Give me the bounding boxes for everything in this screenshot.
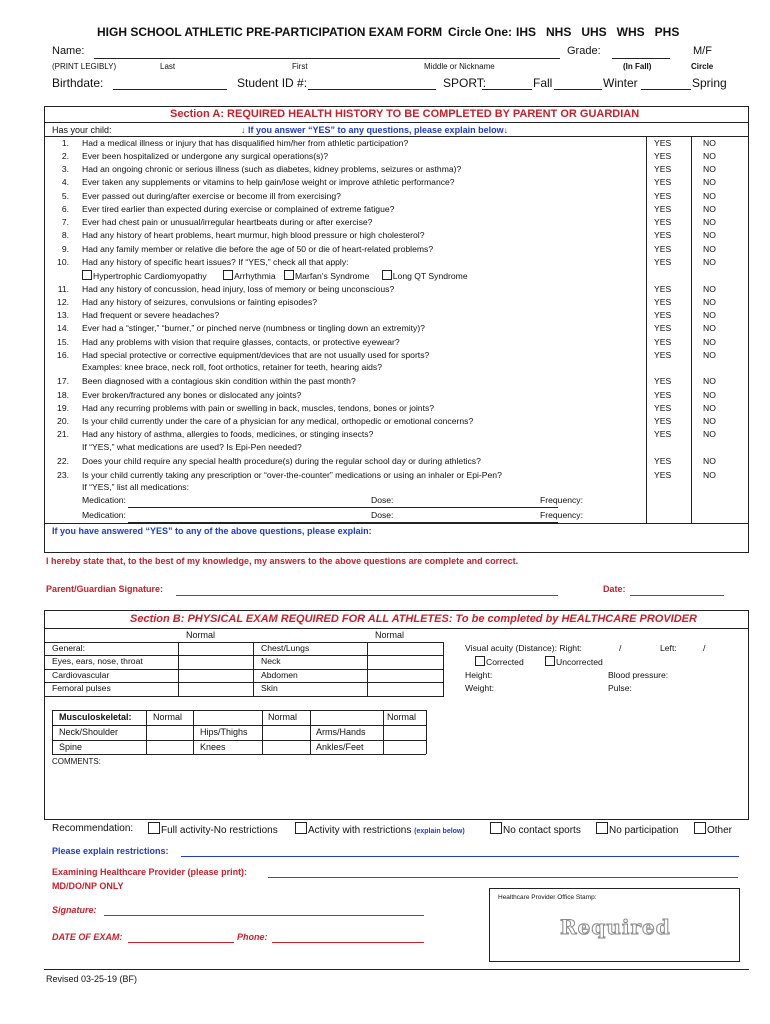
no-option[interactable]: NO bbox=[703, 177, 716, 187]
health-question-row bbox=[45, 455, 748, 468]
first-name-caption: First bbox=[292, 62, 308, 71]
no-option[interactable]: NO bbox=[703, 390, 716, 400]
sport-label: SPORT: bbox=[443, 76, 487, 90]
dose-label: Dose: bbox=[371, 495, 394, 505]
medication-label: Medication: bbox=[82, 495, 126, 505]
provider-signature-label: Signature: bbox=[52, 905, 97, 915]
yes-option[interactable]: YES bbox=[654, 230, 672, 240]
yes-option[interactable]: YES bbox=[654, 323, 672, 333]
recommendation-label: Recommendation: bbox=[52, 823, 134, 834]
name-label: Name: bbox=[52, 45, 85, 57]
health-question-row bbox=[45, 375, 748, 388]
exam-item-abdomen: Abdomen bbox=[261, 670, 298, 680]
msk-grid-line bbox=[52, 710, 426, 711]
health-question-row bbox=[45, 469, 748, 482]
height-label: Height: bbox=[465, 670, 493, 680]
revised-note: Revised 03-25-19 (BF) bbox=[46, 974, 138, 984]
question-number: 2. bbox=[61, 151, 69, 161]
question-text: Ever taken any supplements or vitamins to help gain/lose weight or improve athletic performance? bbox=[82, 177, 455, 187]
question-number: 4. bbox=[61, 177, 69, 187]
question-text: Ever passed out during/after exercise or become ill from exercising? bbox=[82, 191, 341, 201]
exam-item-neck: Neck bbox=[261, 656, 281, 666]
grade-field[interactable] bbox=[612, 58, 670, 59]
health-question-row bbox=[45, 349, 748, 362]
checkbox-icon[interactable] bbox=[382, 270, 392, 280]
footer-divider bbox=[44, 969, 749, 970]
no-option[interactable]: NO bbox=[703, 376, 716, 386]
fall-label: Fall bbox=[533, 76, 553, 90]
acuity-slash-left: / bbox=[703, 643, 706, 653]
health-question-row bbox=[45, 150, 748, 163]
corrected-option[interactable]: Corrected bbox=[475, 656, 524, 667]
health-question-row bbox=[45, 229, 748, 242]
no-option[interactable]: NO bbox=[703, 337, 716, 347]
pulse-label: Pulse: bbox=[608, 683, 632, 693]
checkbox-icon[interactable] bbox=[148, 822, 160, 834]
yes-option[interactable]: YES bbox=[654, 310, 672, 320]
question-text: Had any problems with vision that require glasses, contacts, or protective eyewear? bbox=[82, 337, 400, 347]
health-question-row bbox=[45, 428, 748, 441]
grid-line bbox=[44, 696, 444, 697]
question-text: Had any history of seizures, convulsions or fainting episodes? bbox=[82, 297, 318, 307]
checkbox-icon[interactable] bbox=[490, 822, 502, 834]
normal-header-2: Normal bbox=[375, 630, 405, 640]
student-id-field[interactable] bbox=[308, 89, 436, 90]
question-number: 1. bbox=[61, 138, 69, 148]
no-option[interactable]: NO bbox=[703, 416, 716, 426]
explain-restrictions-field[interactable] bbox=[181, 856, 739, 857]
checkbox-icon[interactable] bbox=[82, 270, 92, 280]
medication-label: Medication: bbox=[82, 510, 126, 520]
section-a-instruction: ↓ If you answer “YES” to any questions, please explain below↓ bbox=[241, 125, 509, 135]
msk-grid-line bbox=[146, 710, 147, 754]
question-text: Had any history of asthma, allergies to foods, medicines, or stinging insects? bbox=[82, 429, 374, 439]
question-text: Ever had a “stinger,” “burner,” or pinched nerve (numbness or tingling down an extremity)? bbox=[82, 323, 425, 333]
no-option[interactable]: NO bbox=[703, 164, 716, 174]
yes-option[interactable]: YES bbox=[654, 297, 672, 307]
circle-one-label: Circle One: bbox=[448, 25, 513, 39]
question-text: Had any history of specific heart issues? If “YES,” check all that apply: bbox=[82, 257, 349, 267]
question-number: 11. bbox=[57, 284, 69, 294]
yes-option[interactable]: YES bbox=[654, 151, 672, 161]
question-number: 20. bbox=[57, 416, 69, 426]
comments-label: COMMENTS: bbox=[52, 757, 101, 766]
health-question-row bbox=[45, 415, 748, 428]
msk-grid-line bbox=[426, 710, 427, 754]
checkbox-icon[interactable] bbox=[475, 656, 485, 666]
health-question-row bbox=[45, 309, 748, 322]
birthdate-label: Birthdate: bbox=[52, 76, 104, 90]
no-option[interactable]: NO bbox=[703, 230, 716, 240]
in-fall-caption: (In Fall) bbox=[623, 62, 652, 71]
health-question-row bbox=[45, 389, 748, 402]
section-b-title: Section B: PHYSICAL EXAM REQUIRED FOR ALL ATHLETES: To be completed by HEALTHCARE PROVIDER bbox=[130, 613, 697, 625]
msk-grid-line bbox=[310, 710, 311, 754]
medication-field-1[interactable] bbox=[128, 507, 558, 508]
last-name-caption: Last bbox=[160, 62, 176, 71]
question-text: Had special protective or corrective equipment/devices that are not usually used for sports? bbox=[82, 350, 430, 360]
question-number: 23. bbox=[57, 470, 69, 480]
health-question-row bbox=[45, 283, 748, 296]
question-number: 14. bbox=[57, 323, 69, 333]
spring-sport-field[interactable] bbox=[641, 89, 691, 90]
musculoskeletal-label: Musculoskeletal: bbox=[59, 712, 132, 722]
question-text: Had frequent or severe headaches? bbox=[82, 310, 220, 320]
no-option[interactable]: NO bbox=[703, 151, 716, 161]
acuity-slash-right: / bbox=[619, 643, 622, 653]
yes-option[interactable]: YES bbox=[654, 390, 672, 400]
yes-option[interactable]: YES bbox=[654, 376, 672, 386]
question-text: Ever tired earlier than expected during exercise or complained of extreme fatigue? bbox=[82, 204, 395, 214]
visual-acuity-label: Visual acuity (Distance): Right: bbox=[465, 643, 582, 653]
yes-option[interactable]: YES bbox=[654, 403, 672, 413]
uncorrected-option[interactable]: Uncorrected bbox=[545, 656, 603, 667]
question-text: Ever had chest pain or unusual/irregular heartbeats during or after exercise? bbox=[82, 217, 373, 227]
msk-grid-line bbox=[52, 740, 426, 741]
no-option[interactable]: NO bbox=[703, 257, 716, 267]
frequency-label: Frequency: bbox=[540, 495, 583, 505]
health-question-row bbox=[45, 190, 748, 203]
fall-sport-field[interactable] bbox=[482, 89, 532, 90]
exam-date-field[interactable] bbox=[128, 942, 234, 943]
winter-label: Winter bbox=[603, 76, 638, 90]
no-contact-option[interactable]: No contact sports bbox=[490, 822, 581, 836]
grade-label: Grade: bbox=[567, 45, 601, 57]
msk-neck-shoulder: Neck/Shoulder bbox=[59, 727, 119, 737]
winter-sport-field[interactable] bbox=[554, 89, 602, 90]
phone-label: Phone: bbox=[237, 932, 268, 942]
dose-label: Dose: bbox=[371, 510, 394, 520]
required-stamp: Required bbox=[560, 915, 671, 939]
parent-signature-field[interactable] bbox=[176, 595, 558, 596]
yes-option[interactable]: YES bbox=[654, 244, 672, 254]
yes-option[interactable]: YES bbox=[654, 284, 672, 294]
middle-name-caption: Middle or Nickname bbox=[424, 62, 495, 71]
checkbox-icon[interactable] bbox=[545, 656, 555, 666]
question-number: 9. bbox=[61, 244, 69, 254]
section-a-header-divider bbox=[44, 122, 749, 123]
question-number: 3. bbox=[61, 164, 69, 174]
full-activity-option[interactable]: Full activity-No restrictions bbox=[148, 822, 278, 836]
phone-field[interactable] bbox=[272, 942, 424, 943]
question-text: Had any recurring problems with pain or swelling in back, muscles, tendons, bones or joints? bbox=[82, 403, 435, 413]
heart-issue-options bbox=[82, 270, 468, 281]
health-question-row bbox=[45, 296, 748, 309]
provider-signature-field[interactable] bbox=[104, 915, 424, 916]
yes-option[interactable]: YES bbox=[654, 416, 672, 426]
explain-restrictions-label: Please explain restrictions: bbox=[52, 846, 169, 856]
heart-issue-option[interactable]: Hypertrophic Cardiomyopathy bbox=[82, 271, 207, 281]
exam-item-skin: Skin bbox=[261, 683, 278, 693]
question-number: 15. bbox=[57, 337, 69, 347]
no-option[interactable]: NO bbox=[703, 204, 716, 214]
epi-pen-question: If “YES,” what medications are used? Is Epi-Pen needed? bbox=[82, 442, 302, 452]
section-b-header-divider bbox=[44, 628, 749, 629]
question-text: Does your child require any special health procedure(s) during the regular school day or during athletics? bbox=[82, 456, 481, 466]
yes-option[interactable]: YES bbox=[654, 470, 672, 480]
question-number: 17. bbox=[57, 376, 69, 386]
spring-label: Spring bbox=[692, 76, 727, 90]
no-option[interactable]: NO bbox=[703, 403, 716, 413]
checkbox-icon[interactable] bbox=[694, 822, 706, 834]
question-text: Ever broken/fractured any bones or dislocated any joints? bbox=[82, 390, 302, 400]
acuity-left-label: Left: bbox=[660, 643, 677, 653]
question-number: 19. bbox=[57, 403, 69, 413]
health-question-row bbox=[45, 402, 748, 415]
question-number: 6. bbox=[61, 204, 69, 214]
health-question-row bbox=[45, 137, 748, 150]
msk-grid-line bbox=[52, 725, 426, 726]
print-legibly-note: (PRINT LEGIBLY) bbox=[52, 62, 117, 71]
msk-hips-thighs: Hips/Thighs bbox=[200, 727, 248, 737]
msk-arms-hands: Arms/Hands bbox=[316, 727, 366, 737]
yes-option[interactable]: YES bbox=[654, 217, 672, 227]
school-options[interactable]: IHS NHS UHS WHS PHS bbox=[516, 25, 680, 39]
msk-grid-line bbox=[193, 710, 194, 754]
yes-option[interactable]: YES bbox=[654, 191, 672, 201]
parent-statement: I hereby state that, to the best of my knowledge, my answers to the above questions are complete and correct. bbox=[46, 556, 519, 566]
exam-item-eent: Eyes, ears, nose, throat bbox=[52, 656, 143, 666]
msk-grid-line bbox=[383, 710, 384, 754]
msk-normal-1: Normal bbox=[153, 712, 183, 722]
list-medications-label: If “YES,” list all medications: bbox=[82, 482, 189, 492]
exam-item-general: General: bbox=[52, 643, 85, 653]
health-question-row bbox=[45, 203, 748, 216]
comments-field[interactable] bbox=[52, 768, 742, 816]
msk-normal-2: Normal bbox=[268, 712, 298, 722]
question-text: Had any history of heart problems, heart murmur, high blood pressure or high cholesterol? bbox=[82, 230, 425, 240]
exam-item-chest-lungs: Chest/Lungs bbox=[261, 643, 310, 653]
heart-issue-option[interactable]: Arrhythmia bbox=[223, 271, 276, 281]
msk-spine: Spine bbox=[59, 742, 83, 752]
heart-issue-option[interactable]: Marfan’s Syndrome bbox=[284, 271, 369, 281]
no-option[interactable]: NO bbox=[703, 429, 716, 439]
birthdate-field[interactable] bbox=[113, 89, 227, 90]
question-number: 7. bbox=[61, 217, 69, 227]
question-number: 8. bbox=[61, 230, 69, 240]
question-text: Had an ongoing chronic or serious illness (such as diabetes, kidney problems, seizures or asthma)? bbox=[82, 164, 462, 174]
yes-option[interactable]: YES bbox=[654, 456, 672, 466]
circle-caption: Circle bbox=[691, 62, 714, 71]
health-question-row bbox=[45, 216, 748, 229]
equipment-examples: Examples: knee brace, neck roll, foot orthotics, retainer for teeth, hearing aids? bbox=[82, 362, 382, 372]
parent-date-field[interactable] bbox=[630, 595, 724, 596]
no-option[interactable]: NO bbox=[703, 284, 716, 294]
question-number: 5. bbox=[61, 191, 69, 201]
health-question-row bbox=[45, 336, 748, 349]
question-text: Is your child currently taking any prescription or “over-the-counter” medications or using an inhaler or Epi-Pen? bbox=[82, 470, 502, 480]
has-your-child-label: Has your child: bbox=[52, 125, 112, 135]
no-option[interactable]: NO bbox=[703, 350, 716, 360]
weight-label: Weight: bbox=[465, 683, 494, 693]
question-number: 13. bbox=[57, 310, 69, 320]
msk-grid-line bbox=[262, 710, 263, 754]
normal-header-1: Normal bbox=[186, 630, 216, 640]
msk-grid-line bbox=[52, 710, 53, 754]
no-option[interactable]: NO bbox=[703, 297, 716, 307]
question-text: Had a medical illness or injury that has disqualified him/her from athletic participation? bbox=[82, 138, 409, 148]
yes-option[interactable]: YES bbox=[654, 177, 672, 187]
yes-option[interactable]: YES bbox=[654, 164, 672, 174]
question-number: 21. bbox=[57, 429, 69, 439]
blood-pressure-label: Blood pressure: bbox=[608, 670, 669, 680]
no-option[interactable]: NO bbox=[703, 191, 716, 201]
office-stamp-label: Healthcare Provider Office Stamp: bbox=[498, 894, 597, 901]
health-question-row bbox=[45, 256, 748, 269]
question-number: 18. bbox=[57, 390, 69, 400]
health-question-row bbox=[45, 163, 748, 176]
exam-item-cardiovascular: Cardiovascular bbox=[52, 670, 110, 680]
questions-bottom-line bbox=[44, 523, 749, 524]
health-question-row bbox=[45, 243, 748, 256]
md-do-np-label: MD/DO/NP ONLY bbox=[52, 881, 124, 891]
question-text: Had any family member or relative die before the age of 50 or die of heart-related problems? bbox=[82, 244, 434, 254]
form-title: HIGH SCHOOL ATHLETIC PRE-PARTICIPATION EXAM FORM bbox=[97, 25, 443, 39]
msk-grid-line bbox=[52, 754, 426, 755]
exam-item-femoral-pulses: Femoral pulses bbox=[52, 683, 111, 693]
no-participation-option[interactable]: No participation bbox=[596, 822, 678, 836]
no-option[interactable]: NO bbox=[703, 323, 716, 333]
question-number: 10. bbox=[57, 257, 69, 267]
checkbox-icon[interactable] bbox=[284, 270, 294, 280]
no-option[interactable]: NO bbox=[703, 244, 716, 254]
yes-option[interactable]: YES bbox=[654, 257, 672, 267]
other-option[interactable]: Other bbox=[694, 822, 732, 836]
question-text: Is your child currently under the care of a physician for any medical, orthopedic or emotional concerns? bbox=[82, 416, 474, 426]
health-question-row bbox=[45, 176, 748, 189]
msk-ankles-feet: Ankles/Feet bbox=[316, 742, 364, 752]
no-option[interactable]: NO bbox=[703, 470, 716, 480]
question-number: 22. bbox=[57, 456, 69, 466]
heart-issue-option[interactable]: Long QT Syndrome bbox=[382, 271, 468, 281]
msk-normal-3: Normal bbox=[387, 712, 417, 722]
no-option[interactable]: NO bbox=[703, 456, 716, 466]
yes-option[interactable]: YES bbox=[654, 138, 672, 148]
question-text: Been diagnosed with a contagious skin condition within the past month? bbox=[82, 376, 356, 386]
name-field[interactable] bbox=[94, 58, 560, 59]
question-number: 16. bbox=[57, 350, 69, 360]
examining-provider-field[interactable] bbox=[268, 877, 738, 878]
msk-knees: Knees bbox=[200, 742, 226, 752]
exam-date-label: DATE OF EXAM: bbox=[52, 932, 123, 942]
no-option[interactable]: NO bbox=[703, 138, 716, 148]
question-number: 12. bbox=[57, 297, 69, 307]
explain-field[interactable] bbox=[52, 538, 742, 551]
checkbox-icon[interactable] bbox=[596, 822, 608, 834]
yes-option[interactable]: YES bbox=[654, 350, 672, 360]
checkbox-icon[interactable] bbox=[295, 822, 307, 834]
checkbox-icon[interactable] bbox=[223, 270, 233, 280]
examining-provider-label: Examining Healthcare Provider (please print): bbox=[52, 867, 248, 877]
parent-signature-label: Parent/Guardian Signature: bbox=[46, 584, 164, 594]
grid-line bbox=[44, 642, 444, 643]
yes-option[interactable]: YES bbox=[654, 429, 672, 439]
gender-label[interactable]: M/F bbox=[693, 45, 712, 57]
question-text: Ever been hospitalized or undergone any surgical operations(s)? bbox=[82, 151, 329, 161]
student-id-label: Student ID #: bbox=[237, 76, 308, 90]
frequency-label: Frequency: bbox=[540, 510, 583, 520]
question-text: Had any history of concussion, head injury, loss of memory or being unconscious? bbox=[82, 284, 395, 294]
health-question-row bbox=[45, 322, 748, 335]
restrictions-option[interactable]: Activity with restrictions (explain below) bbox=[295, 822, 465, 836]
parent-date-label: Date: bbox=[603, 584, 626, 594]
no-option[interactable]: NO bbox=[703, 310, 716, 320]
yes-option[interactable]: YES bbox=[654, 337, 672, 347]
explain-label: If you have answered “YES” to any of the above questions, please explain: bbox=[52, 526, 372, 536]
section-a-title: Section A: REQUIRED HEALTH HISTORY TO BE COMPLETED BY PARENT OR GUARDIAN bbox=[170, 108, 640, 120]
no-option[interactable]: NO bbox=[703, 217, 716, 227]
yes-option[interactable]: YES bbox=[654, 204, 672, 214]
